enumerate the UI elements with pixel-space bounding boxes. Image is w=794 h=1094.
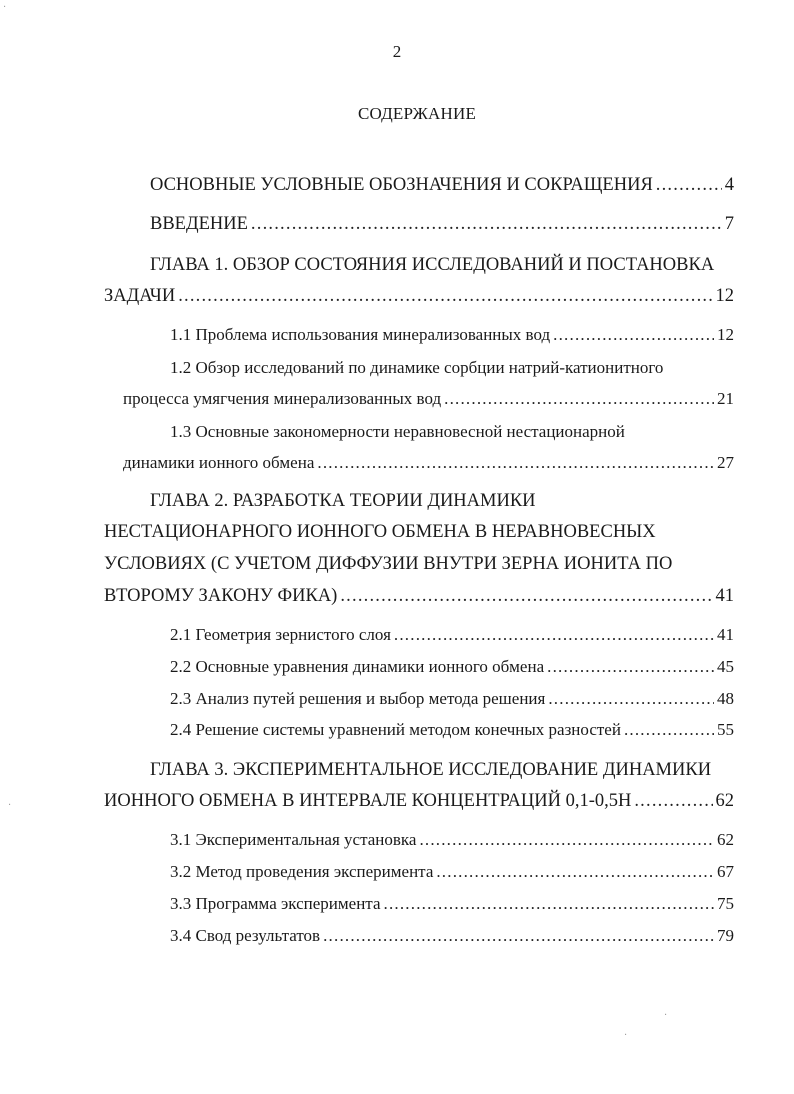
dot-leader — [553, 322, 714, 348]
scan-speck: · — [3, 2, 7, 13]
toc-entry-section-3-1[interactable] — [170, 827, 734, 853]
dot-leader — [340, 583, 712, 609]
toc-entry-page: 79 — [717, 926, 734, 945]
toc-heading: СОДЕРЖАНИЕ — [357, 104, 477, 123]
toc-entry-title: 2.4 Решение системы уравнений методом конечных разностей — [170, 720, 621, 739]
dot-leader — [548, 686, 714, 712]
toc-entry-title: 1.1 Проблема использования минерализованных вод — [170, 325, 551, 344]
toc-entry-section-3-4[interactable] — [170, 923, 734, 949]
page-number: 2 — [392, 42, 402, 61]
toc-entry-title: 3.2 Метод проведения эксперимента — [170, 862, 434, 881]
toc-entry-title: 2.2 Основные уравнения динамики ионного обмена — [170, 657, 545, 676]
toc-entry-title-line: динамики ионного обмена — [123, 453, 315, 472]
toc-entry-page: 7 — [724, 214, 734, 234]
toc-entry-section-2-2[interactable] — [170, 654, 734, 680]
toc-entry-title-line: НЕСТАЦИОНАРНОГО ИОННОГО ОБМЕНА В НЕРАВНОВЕСНЫХ — [104, 522, 656, 542]
dot-leader — [317, 450, 714, 476]
toc-entry-title-line: ГЛАВА 3. ЭКСПЕРИМЕНТАЛЬНОЕ ИССЛЕДОВАНИЕ ДИНАМИКИ — [150, 760, 712, 780]
toc-entry-page: 12 — [717, 325, 734, 344]
toc-entry-page: 4 — [724, 175, 734, 195]
scan-speck: · — [664, 1010, 668, 1021]
dot-leader — [323, 923, 714, 949]
toc-entry-title: ВВЕДЕНИЕ — [150, 214, 248, 234]
toc-entry-title-line: ВТОРОМУ ЗАКОНУ ФИКА) — [104, 586, 338, 606]
dot-leader — [178, 283, 712, 309]
dot-leader — [384, 891, 715, 917]
toc-entry-title-line: ИОННОГО ОБМЕНА В ИНТЕРВАЛЕ КОНЦЕНТРАЦИЙ 0,1-0,5Н — [104, 791, 632, 811]
dot-leader — [394, 622, 714, 648]
toc-entry-page: 27 — [717, 453, 734, 472]
toc-entry-title-line: УСЛОВИЯХ (С УЧЕТОМ ДИФФУЗИИ ВНУТРИ ЗЕРНА ИОНИТА ПО — [104, 554, 673, 574]
toc-entry-section-1-1[interactable] — [170, 322, 734, 348]
toc-entry-title: 3.4 Свод результатов — [170, 926, 321, 945]
dot-leader — [624, 717, 714, 743]
toc-entry-page: 12 — [715, 286, 734, 306]
dot-leader — [444, 386, 714, 412]
dot-leader — [656, 172, 722, 198]
toc-entry-section-3-3[interactable] — [170, 891, 734, 917]
toc-entry-section-3-2[interactable] — [170, 859, 734, 885]
toc-entry-last-line — [104, 283, 734, 309]
toc-entry-last-line — [123, 450, 734, 476]
scan-speck: · — [8, 800, 12, 811]
dot-leader — [419, 827, 714, 853]
toc-entry-title: 3.1 Экспериментальная установка — [170, 830, 417, 849]
toc-entry-title-line: ГЛАВА 2. РАЗРАБОТКА ТЕОРИИ ДИНАМИКИ — [150, 491, 536, 511]
toc-entry-last-line — [123, 386, 734, 412]
toc-entry-page: 75 — [717, 894, 734, 913]
toc-entry-title: ОСНОВНЫЕ УСЛОВНЫЕ ОБОЗНАЧЕНИЯ И СОКРАЩЕНИЯ — [150, 175, 653, 195]
toc-entry-page: 41 — [717, 625, 734, 644]
toc-entry-section-2-1[interactable] — [170, 622, 734, 648]
dot-leader — [547, 654, 714, 680]
toc-entry-title-line: ЗАДАЧИ — [104, 286, 176, 306]
toc-entry-page: 48 — [717, 689, 734, 708]
dot-leader — [436, 859, 714, 885]
dot-leader — [634, 788, 712, 814]
dot-leader — [251, 211, 722, 237]
toc-entry-last-line — [104, 788, 734, 814]
toc-entry-section-2-3[interactable] — [170, 686, 734, 712]
toc-entry-title-line: 1.2 Обзор исследований по динамике сорбции натрий-катионитного — [170, 358, 664, 377]
toc-entry-page: 21 — [717, 389, 734, 408]
toc-entry-page: 62 — [717, 830, 734, 849]
toc-entry-page: 67 — [717, 862, 734, 881]
toc-entry-section-2-4[interactable] — [170, 717, 734, 743]
toc-entry-page: 45 — [717, 657, 734, 676]
toc-entry-page: 62 — [715, 791, 734, 811]
toc-entry-title-line: 1.3 Основные закономерности неравновесной нестационарной — [170, 422, 625, 441]
toc-entry-abbreviations[interactable] — [150, 172, 734, 198]
toc-entry-title: 2.3 Анализ путей решения и выбор метода решения — [170, 689, 546, 708]
toc-entry-page: 41 — [715, 586, 734, 606]
toc-entry-title: 2.1 Геометрия зернистого слоя — [170, 625, 391, 644]
toc-entry-title-line: процесса умягчения минерализованных вод — [123, 389, 442, 408]
toc-entry-last-line — [104, 583, 734, 609]
toc-entry-title-line: ГЛАВА 1. ОБЗОР СОСТОЯНИЯ ИССЛЕДОВАНИЙ И ПОСТАНОВКА — [150, 255, 715, 275]
toc-entry-page: 55 — [717, 720, 734, 739]
toc-entry-title: 3.3 Программа эксперимента — [170, 894, 381, 913]
toc-entry-introduction[interactable] — [150, 211, 734, 237]
scan-speck: · — [624, 1030, 628, 1041]
